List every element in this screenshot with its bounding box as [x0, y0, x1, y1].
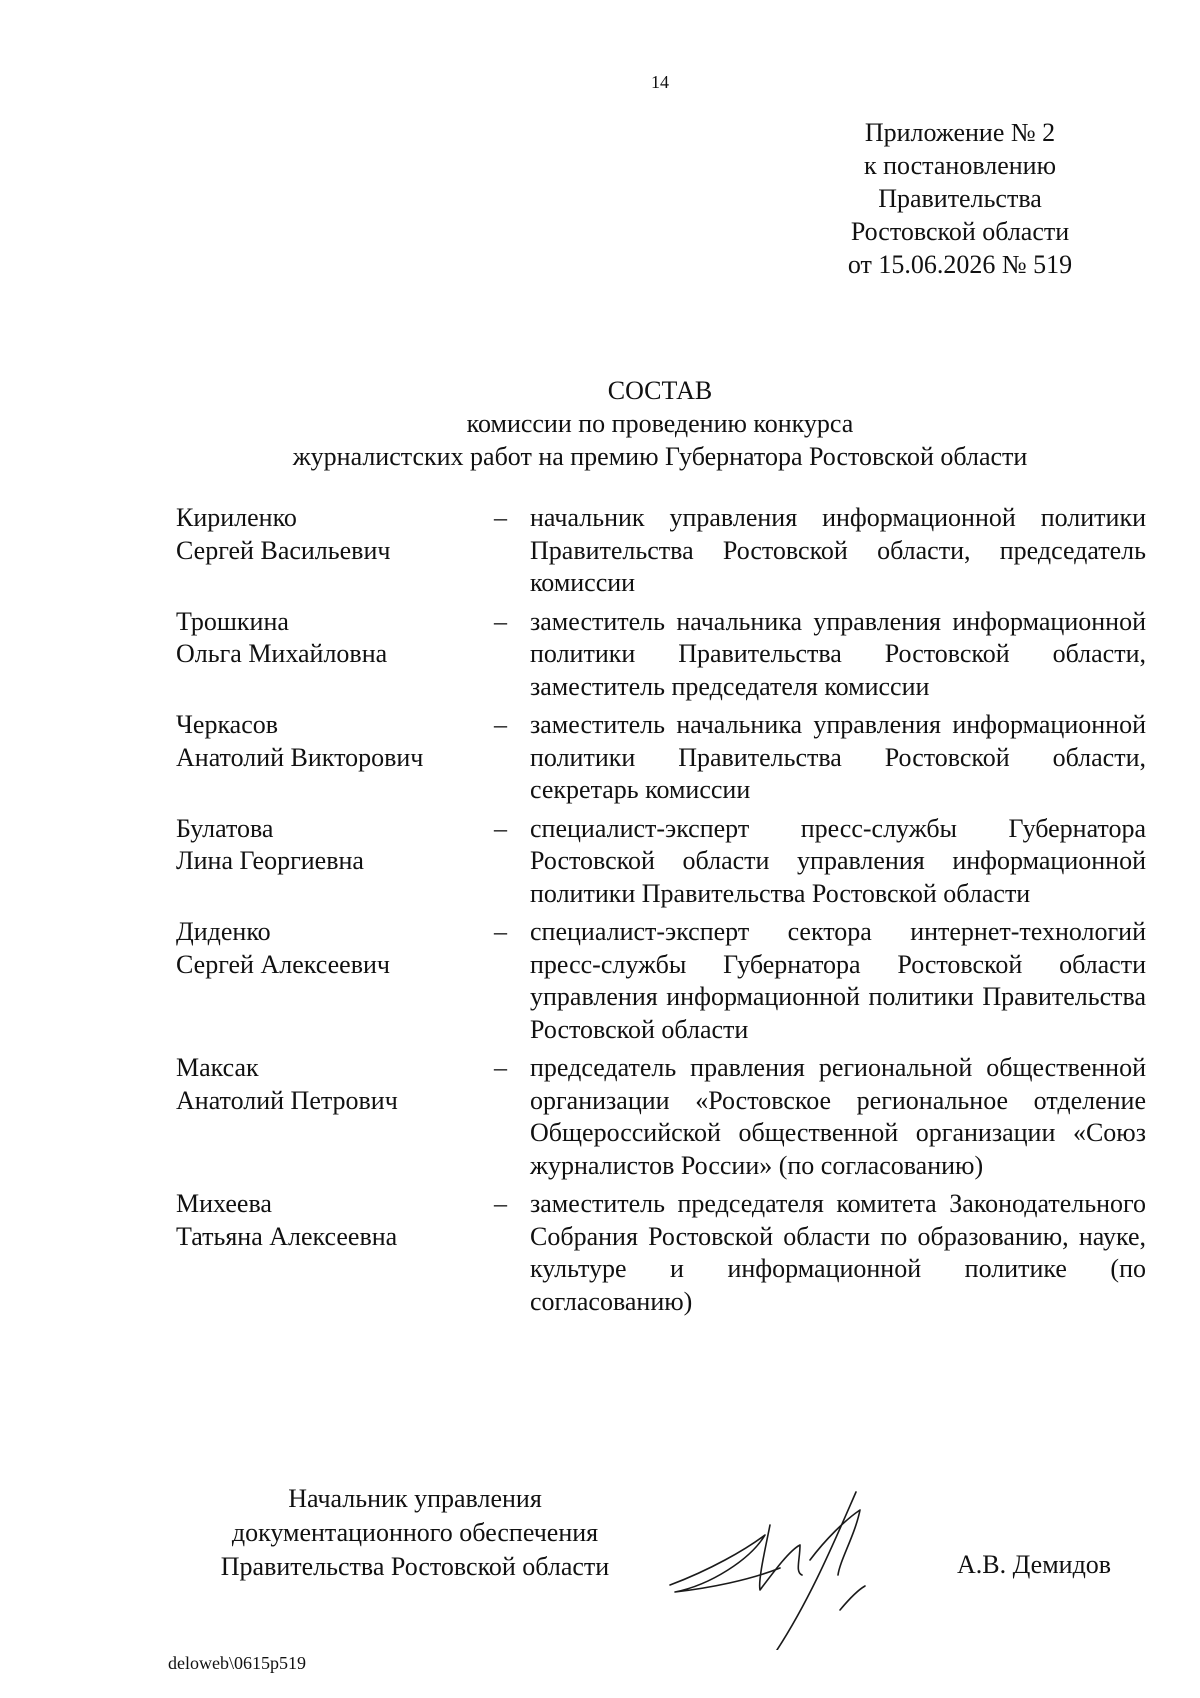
member-row — [176, 1188, 1146, 1318]
member-given-name: Анатолий Петрович — [176, 1085, 398, 1115]
title-line: журналистских работ на премию Губернатора Ростовской области — [292, 442, 1028, 471]
member-row — [176, 813, 1146, 911]
member-name — [176, 502, 494, 600]
document-title — [0, 374, 1200, 473]
member-dash: – — [494, 503, 507, 532]
appendix-line: к постановлению — [863, 151, 1057, 180]
member-given-name: Татьяна Алексеевна — [176, 1221, 398, 1251]
member-role: специалист-эксперт пресс-службы Губернатора Ростовской области управления информационной политики Правительства Ростовской области — [530, 813, 1146, 908]
member-row — [176, 1052, 1146, 1182]
member-given-name: Лина Георгиевна — [176, 846, 364, 875]
member-name — [176, 813, 494, 911]
member-role: заместитель начальника управления информационной политики Правительства Ростовской области, заместитель председателя комиссии — [530, 606, 1146, 701]
member-name — [176, 916, 494, 1046]
appendix-line: Приложение № 2 — [864, 118, 1056, 147]
signatory-position-line: Правительства Ростовской области — [220, 1552, 610, 1581]
appendix-line: от 15.06.2026 № 519 — [847, 250, 1073, 279]
title-line: комиссии по проведению конкурса — [466, 409, 854, 438]
appendix-header — [830, 116, 1090, 281]
member-surname: Михеева — [176, 1189, 272, 1218]
signatory-name: А.В. Демидов — [957, 1550, 1112, 1579]
member-given-name: Сергей Алексеевич — [176, 949, 390, 979]
member-name — [176, 1052, 494, 1182]
member-role: председатель правления региональной общественной организации «Ростовское региональное отделение Общероссийской общественной организации «Союз журналистов России» (по согласованию) — [530, 1053, 1146, 1180]
member-row — [176, 916, 1146, 1046]
member-row — [176, 709, 1146, 807]
signatory-position — [190, 1482, 640, 1584]
file-reference: deloweb\0615p519 — [168, 1653, 306, 1673]
member-dash: – — [494, 1189, 507, 1218]
member-dash: – — [494, 813, 507, 843]
member-surname: Черкасов — [176, 710, 279, 739]
member-given-name: Анатолий Викторович — [176, 742, 424, 772]
signatory-position-line: Начальник управления — [288, 1484, 542, 1513]
appendix-line: Ростовской области — [850, 217, 1070, 246]
member-role: специалист-эксперт сектора интернет-технологий пресс-службы Губернатора Ростовской области управления информационной политики Правительства Ростовской области — [530, 917, 1146, 1044]
page-number: 14 — [651, 72, 669, 92]
member-row — [176, 502, 1146, 600]
signatory-position-line: документационного обеспечения — [231, 1518, 599, 1547]
member-name — [176, 709, 494, 807]
member-row — [176, 606, 1146, 704]
member-dash: – — [494, 606, 507, 636]
member-role: заместитель начальника управления информационной политики Правительства Ростовской области, секретарь комиссии — [530, 710, 1146, 804]
member-name — [176, 1188, 494, 1318]
appendix-line: Правительства — [878, 184, 1042, 213]
member-name — [176, 606, 494, 704]
member-given-name: Ольга Михайловна — [176, 639, 388, 668]
member-surname: Максак — [176, 1053, 259, 1082]
member-surname: Трошкина — [176, 606, 289, 636]
title-heading: СОСТАВ — [607, 376, 713, 405]
member-surname: Диденко — [176, 917, 271, 946]
member-role: начальник управления информационной политики Правительства Ростовской области, председатель комиссии — [530, 503, 1146, 597]
member-dash: – — [494, 917, 507, 946]
member-given-name: Сергей Васильевич — [176, 535, 391, 565]
member-surname: Кириленко — [176, 503, 297, 532]
member-role: заместитель председателя комитета Законодательного Собрания Ростовской области по образованию, науке, культуре и информационной политике (по согласованию) — [530, 1189, 1146, 1316]
handwritten-signature — [650, 1450, 920, 1650]
member-surname: Булатова — [176, 813, 274, 843]
members-list — [176, 502, 1146, 1324]
member-dash: – — [494, 710, 507, 739]
member-dash: – — [494, 1053, 507, 1082]
